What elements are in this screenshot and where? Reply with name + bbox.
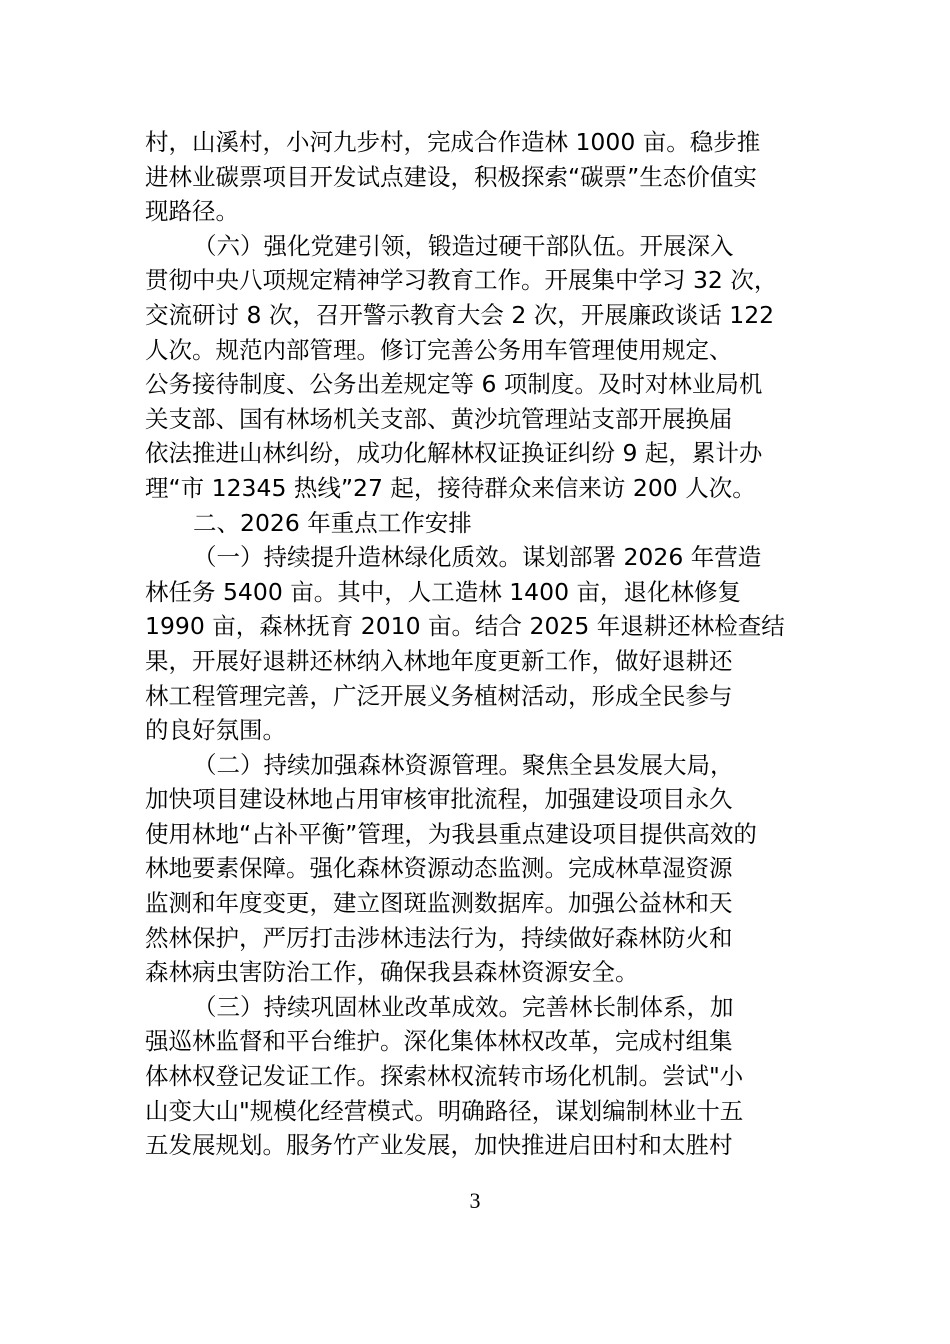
text-line: （二）持续加强森林资源管理。聚焦全县发展大局， (193, 750, 734, 779)
text-line: 的良好氛围。 (145, 716, 286, 745)
paragraph-reform (145, 990, 815, 1163)
text-line: 然林保护，严厉打击涉林违法行为，持续做好森林防火和 (145, 923, 733, 952)
text-line: 村，山溪村，小河九步村，完成合作造林 1000 亩。稳步推 (145, 128, 761, 156)
text-line: 人次。规范内部管理。修订完善公务用车管理使用规定、 (145, 335, 733, 364)
text-line: 依法推进山林纠纷，成功化解林权证换证纠纷 9 起，累计办 (145, 439, 763, 468)
text-line: 强巡林监督和平台维护。深化集体林权改革，完成村组集 (145, 1027, 733, 1056)
text-line: 山变大山"规模化经营模式。明确路径，谋划编制林业十五 (145, 1096, 744, 1125)
paragraph-forest-resources (145, 748, 815, 990)
document-body (145, 125, 815, 1163)
text-line: 监测和年度变更，建立图斑监测数据库。加强公益林和天 (145, 889, 733, 918)
text-line: 关支部、国有林场机关支部、黄沙坑管理站支部开展换届 (145, 404, 733, 433)
text-line: 交流研讨 8 次，召开警示教育大会 2 次，开展廉政谈话 122 (145, 300, 775, 329)
text-line: 林任务 5400 亩。其中，人工造林 1400 亩，退化林修复 (145, 577, 741, 606)
text-line: 现路径。 (145, 197, 239, 226)
text-line: 林工程管理完善，广泛开展义务植树活动，形成全民参与 (145, 681, 733, 710)
text-line: 进林业碳票项目开发试点建设，积极探索“碳票”生态价值实 (145, 162, 757, 191)
text-line: 1990 亩，森林抚育 2010 亩。结合 2025 年退耕还林检查结 (145, 612, 785, 641)
text-line: 果，开展好退耕还林纳入林地年度更新工作，做好退耕还 (145, 646, 733, 675)
text-line: 加快项目建设林地占用审核审批流程，加强建设项目永久 (145, 785, 733, 814)
text-line: 五发展规划。服务竹产业发展，加快推进启田村和太胜村 (145, 1131, 733, 1160)
paragraph-continuation (145, 125, 815, 229)
text-line: 林地要素保障。强化森林资源动态监测。完成林草湿资源 (145, 854, 733, 883)
text-line: 体林权登记发证工作。探索林权流转市场化机制。尝试"小 (145, 1062, 744, 1091)
text-line: 使用林地“占补平衡”管理，为我县重点建设项目提供高效的 (145, 819, 757, 848)
page-number: 3 (469, 1188, 481, 1213)
text-line: （三）持续巩固林业改革成效。完善林长制体系，加 (193, 992, 734, 1021)
paragraph-afforestation (145, 540, 815, 748)
text-line: 贯彻中央八项规定精神学习教育工作。开展集中学习 32 次， (145, 266, 778, 295)
section-heading (145, 506, 815, 541)
text-line: 公务接待制度、公务出差规定等 6 项制度。及时对林业局机 (145, 370, 763, 399)
paragraph-party-building (145, 229, 815, 506)
text-line: 森林病虫害防治工作，确保我县森林资源安全。 (145, 958, 639, 987)
text-line: （六）强化党建引领，锻造过硬干部队伍。开展深入 (193, 231, 734, 260)
text-line: （一）持续提升造林绿化质效。谋划部署 2026 年营造 (193, 543, 762, 572)
text-line: 理“市 12345 热线”27 起，接待群众来信来访 200 人次。 (145, 473, 756, 502)
heading-line: 二、2026 年重点工作安排 (193, 508, 472, 537)
